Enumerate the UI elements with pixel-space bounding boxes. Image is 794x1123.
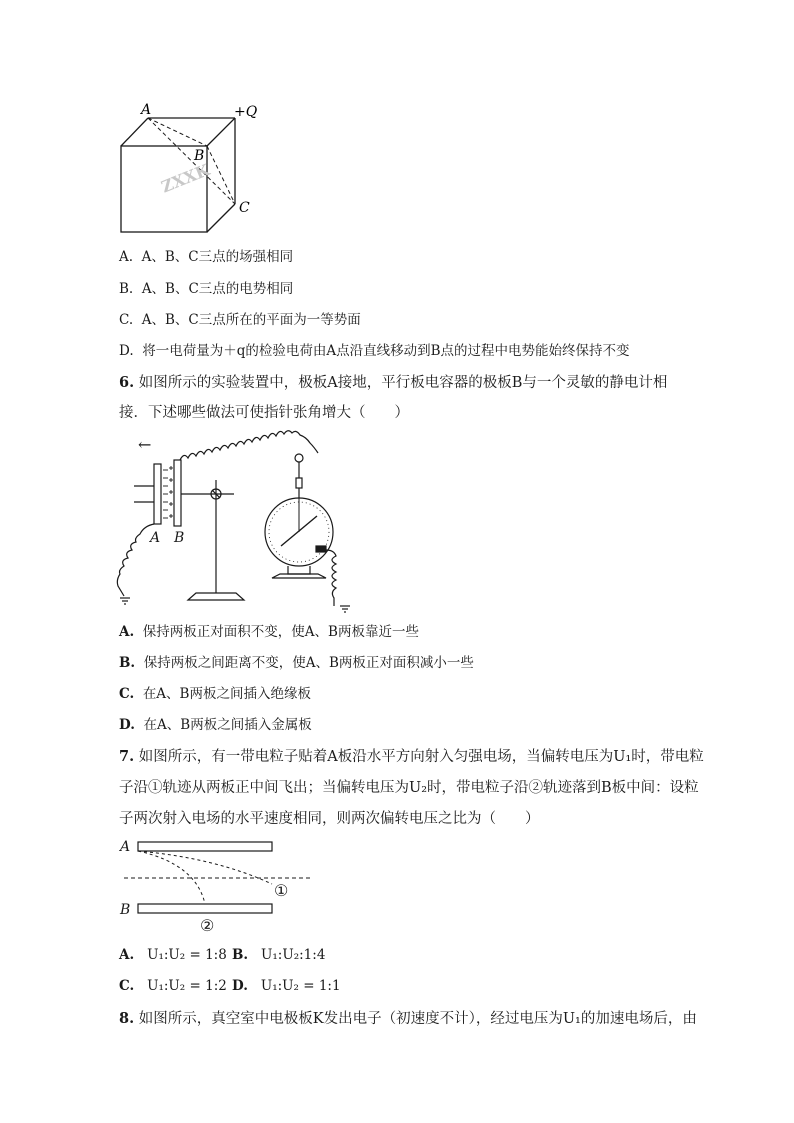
- q7-option-d[interactable]: D. U₁:U₂ = 1:1: [232, 978, 341, 994]
- coil-wire-ground-right: [326, 550, 336, 606]
- plate-a-rect: [138, 842, 272, 851]
- capacitor-electrometer-figure: [116, 428, 366, 618]
- label-plus-q: +Q: [234, 104, 258, 120]
- q7-stem-line2: 子沿①轨迹从两板正中间飞出；当偏转电压为U₂时，带电粒子沿②轨迹落到B板中间：设粒: [119, 780, 699, 796]
- cube-edge: [207, 118, 235, 146]
- q6-stem-line2: 接．下述哪些做法可使指针张角增大（ ）: [119, 405, 409, 421]
- trajectory-1: [138, 851, 272, 884]
- electrometer-neck: [288, 566, 310, 574]
- q8-number: 8.: [119, 1010, 135, 1027]
- fig6-label-b: B: [174, 530, 185, 546]
- q5-option-b[interactable]: B. A、B、C三点的电势相同: [119, 281, 294, 297]
- q6-option-b[interactable]: B. 保持两板之间距离不变，使A、B两板正对面积减小一些: [119, 655, 474, 671]
- coil-wire-b: [180, 431, 318, 460]
- q7-stem-line1: 7. 如图所示，有一带电粒子贴着A板沿水平方向射入匀强电场，当偏转电压为U₁时，带电粒: [119, 748, 704, 765]
- plate-b: [174, 460, 181, 526]
- coil-wire-ground-left: [117, 524, 154, 596]
- fig7-mark-1: ①: [274, 881, 289, 900]
- fig7-label-a: A: [120, 839, 131, 855]
- ground-right-icon: [340, 606, 350, 612]
- dashed-line-ab: [148, 118, 207, 146]
- q5-option-a[interactable]: A. A、B、C三点的场强相同: [119, 249, 294, 265]
- q7-option-b[interactable]: B. U₁:U₂:1:4: [232, 947, 326, 963]
- q7-stem-line3: 子两次射入电场的水平速度相同，则两次偏转电压之比为（ ）: [119, 811, 540, 827]
- watermark: ZXXK: [158, 160, 213, 197]
- plate-charges: [163, 466, 173, 518]
- electrometer-knob: [295, 454, 303, 462]
- deflection-plates-figure: [116, 834, 326, 936]
- q5-option-c[interactable]: C. A、B、C三点所在的平面为一等势面: [119, 312, 361, 328]
- q8-stem-line1: 8. 如图所示，真空室中电极板K发出电子（初速度不计），经过电压为U₁的加速电场后，由: [119, 1010, 697, 1027]
- q7-option-c[interactable]: C. U₁:U₂ = 1:2: [119, 978, 227, 994]
- arrow-left-icon: ←: [138, 435, 152, 454]
- q6-option-c[interactable]: C. 在A、B两板之间插入绝缘板: [119, 686, 311, 702]
- ground-left-icon: [120, 598, 130, 604]
- label-a: A: [141, 102, 152, 118]
- q6-option-a[interactable]: A. 保持两板正对面积不变，使A、B两板靠近一些: [119, 624, 419, 640]
- fig6-label-a: A: [150, 530, 161, 546]
- label-b: B: [194, 148, 205, 164]
- stand-base: [188, 593, 244, 600]
- q7-option-a[interactable]: A. U₁:U₂ = 1:8: [119, 947, 227, 963]
- electrometer-terminal: [316, 546, 326, 552]
- q7-number: 7.: [119, 748, 135, 765]
- fig7-mark-2: ②: [200, 916, 215, 935]
- fig7-label-b: B: [120, 902, 131, 918]
- q6-option-d[interactable]: D. 在A、B两板之间插入金属板: [119, 717, 312, 733]
- q6-stem-line1: 6. 如图所示的实验装置中，极板A接地，平行板电容器的极板B与一个灵敏的静电计相: [119, 374, 668, 391]
- electrometer-insulator: [296, 478, 302, 488]
- plate-a: [154, 464, 161, 524]
- cube-figure: [110, 98, 270, 238]
- q6-number: 6.: [119, 374, 135, 391]
- plate-b-rect: [138, 904, 272, 913]
- q5-option-d[interactable]: D. 将一电荷量为＋q的检验电荷由A点沿直线移动到B点的过程中电势能始终保持不变: [119, 343, 630, 359]
- cube-edge: [207, 204, 235, 232]
- electrometer-base: [272, 574, 326, 578]
- cube-edge: [121, 118, 148, 146]
- label-c: C: [239, 200, 250, 216]
